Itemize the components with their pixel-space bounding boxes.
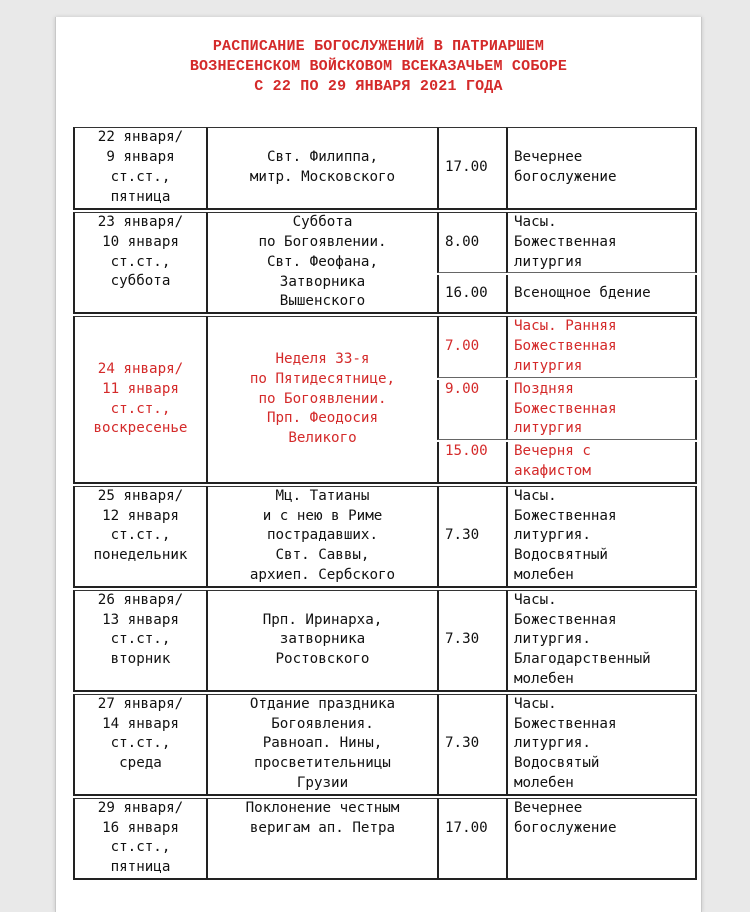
service-name: Часы. Божественная литургия. Водосвятый молебен [506,694,697,796]
date-cell: 26 января/ 13 января ст.ст., вторник [73,590,206,692]
title-line-3: С 22 ПО 29 ЯНВАРЯ 2021 ГОДА [254,78,503,95]
date-cell: 29 января/ 16 января ст.ст., пятница [73,798,206,880]
schedule-row [73,212,697,273]
service-time: 7.30 [437,694,506,796]
service-time: 7.30 [437,486,506,588]
saint-cell: Свт. Филиппа, митр. Московского [206,127,437,210]
title-line-2: ВОЗНЕСЕНСКОМ ВОЙСКОВОМ ВСЕКАЗАЧЬЕМ СОБОРЕ [189,58,568,75]
schedule-table [73,125,697,882]
saint-cell: Поклонение честным веригам ап. Петра [206,798,437,880]
service-time: 16.00 [437,275,506,314]
schedule-row [73,694,697,796]
service-time: 17.00 [437,127,506,210]
service-name: Поздняя Божественная литургия [506,380,697,440]
service-name: Всенощное бдение [506,275,697,314]
service-name: Вечернее богослужение [506,127,697,210]
service-time: 8.00 [437,212,506,273]
service-time: 17.00 [437,798,506,880]
saint-cell: Неделя 33-я по Пятидесятнице, по Богоявлении. Прп. Феодосия Великого [206,316,437,483]
schedule-row [73,486,697,588]
service-time: 7.30 [437,590,506,692]
service-time: 9.00 [437,380,506,440]
service-name: Вечернее богослужение [506,798,697,880]
schedule-row [73,798,697,880]
date-cell: 23 января/ 10 января ст.ст., суббота [73,212,206,314]
schedule-row [73,590,697,692]
saint-cell: Отдание праздника Богоявления. Равноап. Нины, просветительницы Грузии [206,694,437,796]
service-name: Часы. Божественная литургия [506,212,697,273]
page-title [56,37,701,97]
document-page [55,17,702,912]
service-name: Часы. Божественная литургия. Водосвятный молебен [506,486,697,588]
saint-cell: Прп. Иринарха, затворника Ростовского [206,590,437,692]
date-cell: 22 января/ 9 января ст.ст., пятница [73,127,206,210]
title-line-1: РАСПИСАНИЕ БОГОСЛУЖЕНИЙ В ПАТРИАРШЕМ [212,38,545,55]
service-name: Вечерня с акафистом [506,442,697,484]
service-name: Часы. Божественная литургия. Благодарственный молебен [506,590,697,692]
saint-cell: Мц. Татианы и с нею в Риме пострадавших. Свт. Саввы, архиеп. Сербского [206,486,437,588]
schedule-row [73,316,697,377]
date-cell: 27 января/ 14 января ст.ст., среда [73,694,206,796]
date-cell: 25 января/ 12 января ст.ст., понедельник [73,486,206,588]
schedule-row [73,127,697,210]
service-name: Часы. Ранняя Божественная литургия [506,316,697,377]
service-time: 15.00 [437,442,506,484]
service-time: 7.00 [437,316,506,377]
date-cell: 24 января/ 11 января ст.ст., воскресенье [73,316,206,483]
saint-cell: Суббота по Богоявлении. Свт. Феофана, Затворника Вышенского [206,212,437,314]
